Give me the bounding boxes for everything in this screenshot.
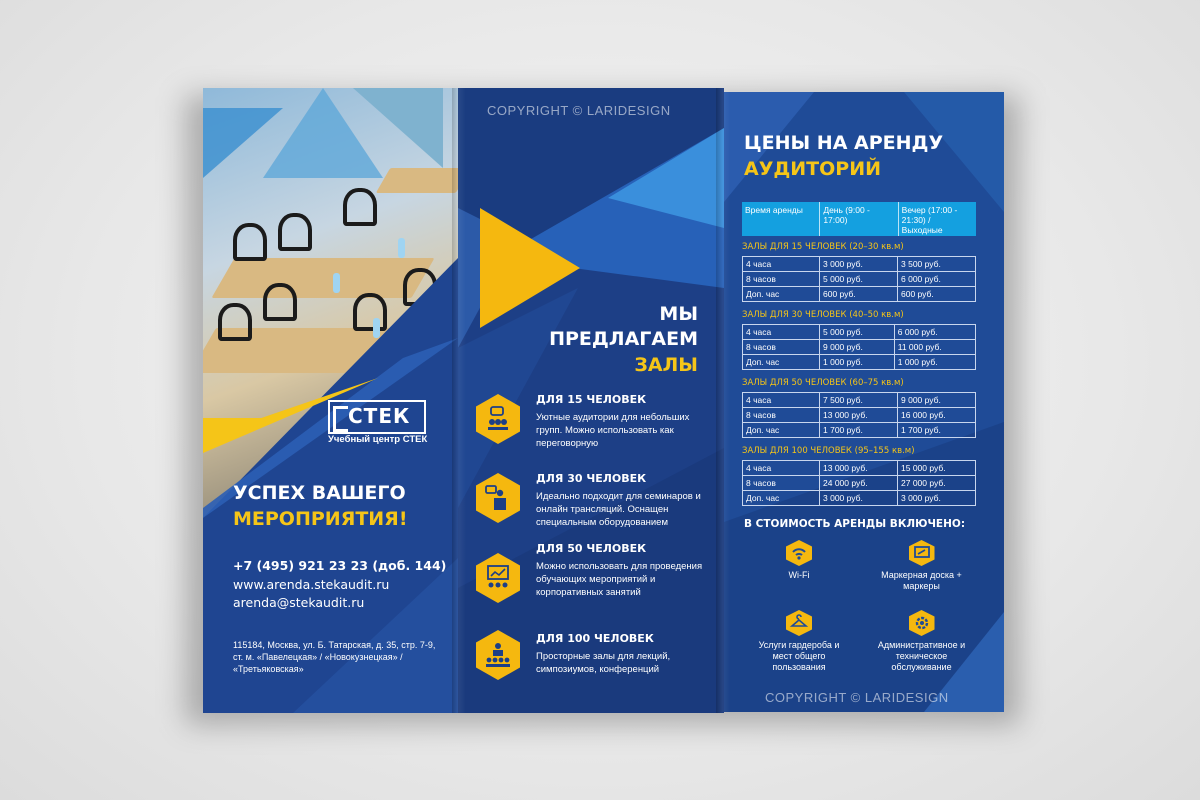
table-cell: 1 000 руб. bbox=[894, 355, 975, 370]
price-section-title: ЗАЛЫ ДЛЯ 15 ЧЕЛОВЕК (20–30 кв.м) bbox=[742, 242, 904, 252]
table-cell: 9 000 руб. bbox=[898, 393, 976, 408]
included-board bbox=[874, 540, 969, 592]
wardrobe-label: Услуги гардероба и мест общего пользования bbox=[758, 640, 840, 672]
brochure-panel-cover bbox=[203, 88, 458, 713]
brochure-panel-halls bbox=[458, 88, 724, 713]
website-link[interactable]: www.arenda.stekaudit.ru bbox=[233, 577, 390, 592]
table-row bbox=[743, 272, 976, 287]
table-cell: 5 000 руб. bbox=[820, 325, 895, 340]
hall-30-title: ДЛЯ 30 ЧЕЛОВЕК bbox=[536, 472, 647, 485]
table-cell: 8 часов bbox=[743, 340, 820, 355]
table-cell: 4 часа bbox=[743, 257, 820, 272]
table-row bbox=[743, 476, 976, 491]
address-line-1: 115184, Москва, ул. Б. Татарская, д. 35, стр. 7-9, bbox=[233, 640, 436, 650]
wifi-label: Wi-Fi bbox=[788, 570, 810, 580]
table-cell: 6 000 руб. bbox=[898, 272, 976, 287]
price-table-header bbox=[742, 202, 976, 236]
logo-mark bbox=[333, 406, 348, 432]
phone-number[interactable]: +7 (495) 921 23 23 (доб. 144) bbox=[233, 558, 447, 573]
table-row bbox=[743, 325, 976, 340]
table-cell: Доп. час bbox=[743, 287, 820, 302]
hall-100-title: ДЛЯ 100 ЧЕЛОВЕК bbox=[536, 632, 654, 645]
stek-logo bbox=[328, 400, 426, 434]
hall-50-title: ДЛЯ 50 ЧЕЛОВЕК bbox=[536, 542, 647, 555]
table-cell: 13 000 руб. bbox=[820, 461, 898, 476]
table-row bbox=[743, 423, 976, 438]
header-time: Время аренды bbox=[742, 202, 820, 236]
table-row bbox=[743, 355, 976, 370]
gear-icon bbox=[909, 610, 935, 636]
marker-board-icon bbox=[909, 540, 935, 566]
table-cell: Доп. час bbox=[743, 491, 820, 506]
hall-100-description: Просторные залы для лекций, симпозиумов, конференций bbox=[536, 651, 671, 675]
table-cell: 4 часа bbox=[743, 461, 820, 476]
included-title: В СТОИМОСТЬ АРЕНДЫ ВКЛЮЧЕНО: bbox=[744, 518, 966, 530]
table-cell: 1 700 руб. bbox=[898, 423, 976, 438]
table-cell: 8 часов bbox=[743, 408, 820, 423]
board-label: Маркерная доска + маркеры bbox=[881, 570, 962, 591]
table-row bbox=[743, 491, 976, 506]
table-row bbox=[743, 257, 976, 272]
service-label: Административное и техническое обслуживание bbox=[877, 640, 966, 672]
table-cell: 1 700 руб. bbox=[820, 423, 898, 438]
table-row bbox=[743, 393, 976, 408]
table-cell: 4 часа bbox=[743, 393, 820, 408]
table-cell: 24 000 руб. bbox=[820, 476, 898, 491]
address-line-3: «Третьяковская» bbox=[233, 664, 304, 674]
table-cell: 3 000 руб. bbox=[898, 491, 976, 506]
price-section-title: ЗАЛЫ ДЛЯ 50 ЧЕЛОВЕК (60–75 кв.м) bbox=[742, 378, 904, 388]
brochure-panel-prices bbox=[724, 92, 1004, 712]
table-cell: 3 000 руб. bbox=[820, 491, 898, 506]
table-cell: 15 000 руб. bbox=[898, 461, 976, 476]
email-link[interactable]: arenda@stekaudit.ru bbox=[233, 595, 365, 610]
price-section-title: ЗАЛЫ ДЛЯ 100 ЧЕЛОВЕК (95–155 кв.м) bbox=[742, 446, 915, 456]
table-cell: 600 руб. bbox=[898, 287, 976, 302]
address-line-2: ст. м. «Павелецкая» / «Новокузнецкая» / bbox=[233, 652, 403, 662]
table-cell: 13 000 руб. bbox=[820, 408, 898, 423]
price-table bbox=[742, 324, 976, 370]
logo-text: СТЕК bbox=[348, 404, 411, 428]
hall-30-description: Идеально подходит для семинаров и онлайн трансляций. Оснащен специальным оборудованием bbox=[536, 491, 701, 528]
hanger-icon bbox=[786, 610, 812, 636]
table-row bbox=[743, 408, 976, 423]
table-cell: 27 000 руб. bbox=[898, 476, 976, 491]
price-table bbox=[742, 392, 976, 438]
table-cell: 600 руб. bbox=[820, 287, 898, 302]
table-cell: 3 000 руб. bbox=[820, 257, 898, 272]
table-cell: 8 часов bbox=[743, 476, 820, 491]
header-evening: Вечер (17:00 - 21:30) / Выходные bbox=[901, 205, 958, 235]
logo-subtitle: Учебный центр СТЕК bbox=[328, 434, 428, 445]
hall-50-description: Можно использовать для проведения обучающих мероприятий и корпоративных занятий bbox=[536, 561, 703, 598]
hall-15-description: Уютные аудитории для небольших групп. Можно использовать как переговорную bbox=[536, 412, 690, 449]
table-cell: 7 500 руб. bbox=[820, 393, 898, 408]
watermark-bottom: COPYRIGHT © LARIDESIGN bbox=[765, 690, 949, 705]
table-cell: 4 часа bbox=[743, 325, 820, 340]
halls-heading-3: ЗАЛЫ bbox=[634, 354, 698, 376]
cover-headline-2: МЕРОПРИЯТИЯ! bbox=[233, 508, 408, 530]
cover-headline-1: УСПЕХ ВАШЕГО bbox=[233, 482, 406, 504]
price-table bbox=[742, 256, 976, 302]
watermark-top: COPYRIGHT © LARIDESIGN bbox=[487, 103, 671, 118]
fold-crease-2 bbox=[716, 88, 730, 713]
halls-heading-1: МЫ bbox=[659, 303, 698, 325]
table-cell: 3 500 руб. bbox=[898, 257, 976, 272]
wifi-icon bbox=[786, 540, 812, 566]
table-row bbox=[743, 461, 976, 476]
price-section-title: ЗАЛЫ ДЛЯ 30 ЧЕЛОВЕК (40–50 кв.м) bbox=[742, 310, 904, 320]
table-cell: 9 000 руб. bbox=[820, 340, 895, 355]
table-cell: 5 000 руб. bbox=[820, 272, 898, 287]
table-cell: 16 000 руб. bbox=[898, 408, 976, 423]
included-wifi bbox=[764, 540, 834, 581]
table-cell: 6 000 руб. bbox=[894, 325, 975, 340]
table-cell: Доп. час bbox=[743, 423, 820, 438]
table-cell: 11 000 руб. bbox=[894, 340, 975, 355]
table-cell: Доп. час bbox=[743, 355, 820, 370]
header-day: День (9:00 - 17:00) bbox=[820, 202, 898, 236]
fold-crease-1 bbox=[452, 88, 466, 713]
table-cell: 1 000 руб. bbox=[820, 355, 895, 370]
table-cell: 8 часов bbox=[743, 272, 820, 287]
hall-15-title: ДЛЯ 15 ЧЕЛОВЕК bbox=[536, 393, 647, 406]
prices-heading-1: ЦЕНЫ НА АРЕНДУ bbox=[744, 132, 944, 154]
included-wardrobe bbox=[749, 610, 849, 673]
prices-heading-2: АУДИТОРИЙ bbox=[744, 158, 882, 180]
included-service bbox=[869, 610, 974, 673]
halls-heading-2: ПРЕДЛАГАЕМ bbox=[549, 328, 698, 350]
table-row bbox=[743, 340, 976, 355]
table-row bbox=[743, 287, 976, 302]
price-table bbox=[742, 460, 976, 506]
